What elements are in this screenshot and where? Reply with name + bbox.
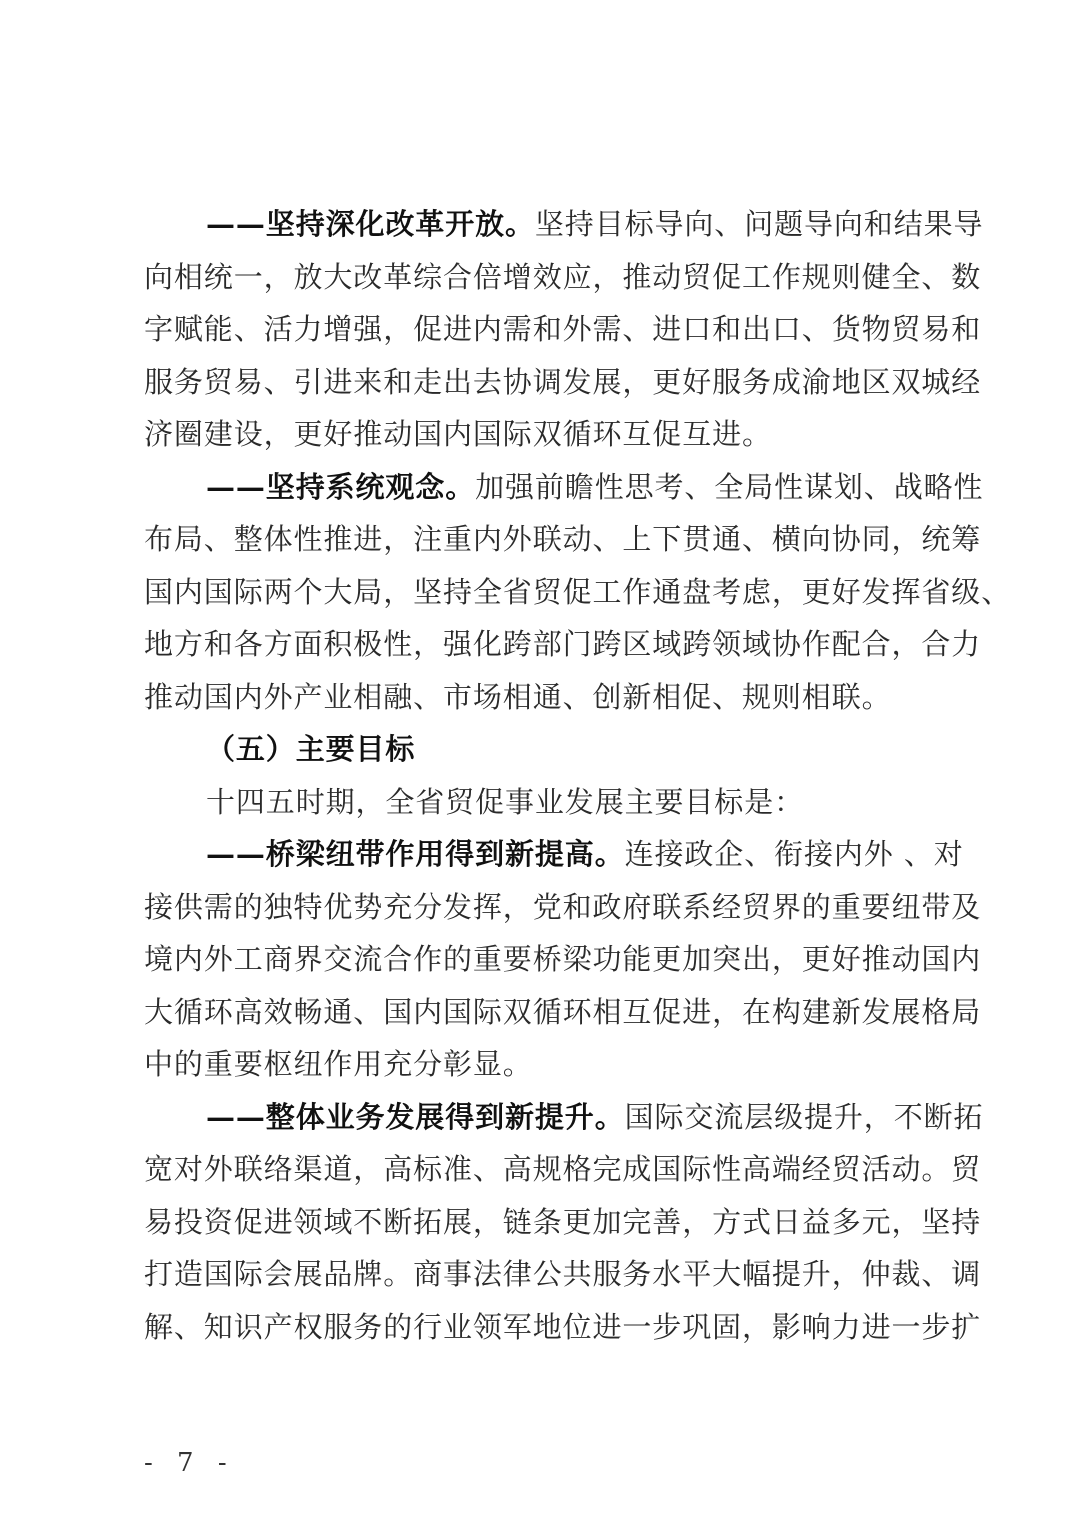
paragraph-text: 坚持目标导向、问题导向和结果导 <box>534 207 984 241</box>
paragraph-lead: ——桥梁纽带作用得到新提高。 <box>206 837 625 871</box>
paragraph-lead: ——坚持系统观念。 <box>206 469 476 504</box>
document-body <box>144 198 1012 1353</box>
paragraph-lead: ——坚持深化改革开放。 <box>206 207 535 241</box>
paragraph-line: 地方和各方面积极性，强化跨部门跨区域跨领域协作配合，合力 <box>144 627 982 661</box>
paragraph-line: 接供需的独特优势充分发挥，党和政府联系经贸界的重要纽带及 <box>144 889 982 924</box>
paragraph-line: 字赋能、活力增强，促进内需和外需、进口和出口、货物贸易和 <box>144 312 982 346</box>
paragraph-line <box>144 461 984 514</box>
paragraph-line <box>144 828 964 881</box>
paragraph-line: 打造国际会展品牌。商事法律公共服务水平大幅提升，仲裁、调 <box>144 1257 982 1291</box>
paragraph-line <box>144 198 984 251</box>
paragraph-line: 国内国际两个大局，坚持全省贸促工作通盘考虑，更好发挥省级、 <box>144 574 1012 609</box>
paragraph-line: 解、知识产权服务的行业领军地位进一步巩固，影响力进一步扩 <box>144 1309 982 1344</box>
section-heading: （五）主要目标 <box>206 732 416 766</box>
paragraph-lead: ——整体业务发展得到新提升。 <box>206 1099 625 1134</box>
paragraph-line: 服务贸易、引进来和走出去协调发展，更好服务成渝地区双城经 <box>144 364 982 399</box>
paragraph-line <box>144 1091 984 1144</box>
paragraph-text: 连接政企、衔接内外 、对 <box>624 837 964 871</box>
intro-line: 十四五时期，全省贸促事业发展主要目标是： <box>206 784 805 819</box>
paragraph-line: 境内外工商界交流合作的重要桥梁功能更加突出，更好推动国内 <box>144 942 982 976</box>
paragraph-line: 推动国内外产业相融、市场相通、创新相促、规则相联。 <box>144 679 892 714</box>
paragraph-line: 中的重要枢纽作用充分彰显。 <box>144 1047 533 1081</box>
page-number: - 7 - <box>144 1448 235 1478</box>
paragraph-line: 向相统一，放大改革综合倍增效应，推动贸促工作规则健全、数 <box>144 259 982 294</box>
paragraph-line: 大循环高效畅通、国内国际双循环相互促进，在构建新发展格局 <box>144 994 982 1029</box>
paragraph-line: 济圈建设，更好推动国内国际双循环互促互进。 <box>144 417 772 451</box>
paragraph-text: 国际交流层级提升，不断拓 <box>624 1099 984 1134</box>
paragraph-line: 布局、整体性推进，注重内外联动、上下贯通、横向协同，统筹 <box>144 522 982 556</box>
paragraph-text: 加强前瞻性思考、全局性谋划、战略性 <box>475 469 984 504</box>
paragraph-line: 宽对外联络渠道，高标准、高规格完成国际性高端经贸活动。贸 <box>144 1152 982 1186</box>
paragraph-line: 易投资促进领域不断拓展，链条更加完善，方式日益多元，坚持 <box>144 1204 982 1239</box>
